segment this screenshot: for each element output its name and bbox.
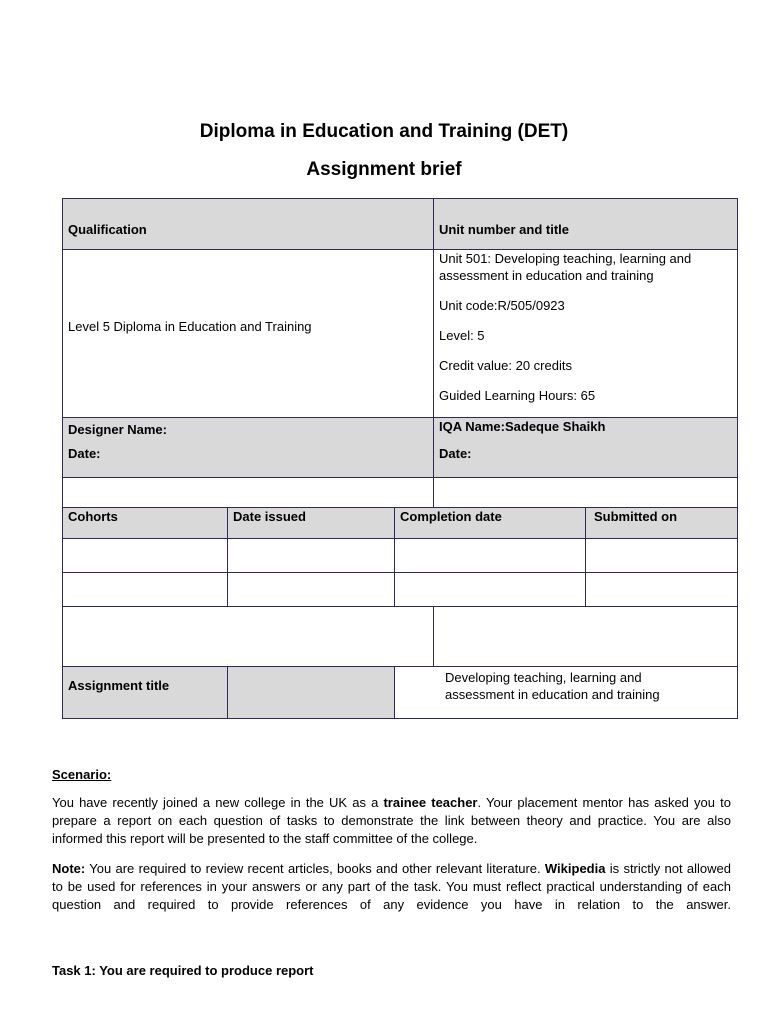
empty-cell-left (62, 477, 434, 508)
task-1-heading: Task 1: You are required to produce report (52, 963, 314, 978)
cohort-row-1-cell-4 (585, 538, 738, 573)
unit-glh-line: Guided Learning Hours: 65 (439, 388, 596, 403)
completion-date-header: Completion date (394, 507, 586, 539)
cohort-row-2-cell-4 (585, 572, 738, 607)
iqa-label: IQA Name:Sadeque Shaikh (439, 419, 606, 434)
iqa-cell (433, 417, 738, 478)
unit-details-cell (433, 249, 738, 418)
note-paragraph: Note: You are required to review recent articles, books and other relevant literature. Wikipedia is strictly not allowed to be used for references in your answers or any part of the task. You must reflect practical understanding of each question and required to provide references of any evidence you have in relation to the answer. (52, 861, 732, 912)
scenario-heading: Scenario: (52, 767, 112, 782)
designer-date-label: Date: (68, 446, 101, 461)
unit-header (433, 198, 738, 250)
assignment-title-label: Assignment title (68, 678, 170, 693)
designer-label: Designer Name: (68, 422, 167, 437)
qualification-value-cell (62, 249, 434, 418)
qualification-value: Level 5 Diploma in Education and Training (68, 319, 312, 334)
note-label: Note: (52, 861, 86, 876)
date-issued-header: Date issued (227, 507, 395, 539)
document-title: Diploma in Education and Training (DET) (199, 121, 569, 142)
cohort-row-2-cell-2 (227, 572, 395, 607)
trainee-teacher-emphasis: trainee teacher (383, 795, 478, 810)
unit-credit-line: Credit value: 20 credits (439, 358, 572, 373)
assignment-title-label-cell (62, 666, 228, 719)
empty-cell-right (433, 477, 738, 508)
cohort-row-1-cell-1 (62, 538, 228, 573)
assignment-title-blank-cell (227, 666, 395, 719)
cohorts-header: Cohorts (62, 507, 228, 539)
blank-cell-right (433, 606, 738, 667)
qualification-header (62, 198, 434, 250)
unit-code-line: Unit code:R/505/0923 (439, 298, 565, 313)
scenario-paragraph: You have recently joined a new college in the UK as a trainee teacher. Your placement mentor has asked you to prepare a report on each question of tasks to demonstrate the link between theory and practice. You are also informed this report will be presented to the staff committee of the college. (52, 795, 731, 846)
cohort-row-2-cell-1 (62, 572, 228, 607)
cohort-row-1-cell-3 (394, 538, 586, 573)
unit-label: Unit number and title (439, 222, 569, 237)
cohort-row-2-cell-3 (394, 572, 586, 607)
cohort-row-1-cell-2 (227, 538, 395, 573)
iqa-date-label: Date: (439, 446, 472, 461)
assignment-title-value: Developing teaching, learning and assessment in education and training (445, 670, 660, 702)
qualification-label: Qualification (68, 222, 147, 237)
blank-cell-left (62, 606, 434, 667)
designer-cell (62, 417, 434, 478)
assignment-title-value-cell (394, 666, 738, 719)
submitted-on-header: Submitted on (585, 507, 738, 539)
wikipedia-emphasis: Wikipedia (544, 861, 606, 876)
unit-title-line: Unit 501: Developing teaching, learning and assessment in education and training (439, 251, 692, 283)
document-subtitle: Assignment brief (306, 159, 462, 180)
unit-level-line: Level: 5 (439, 328, 485, 343)
